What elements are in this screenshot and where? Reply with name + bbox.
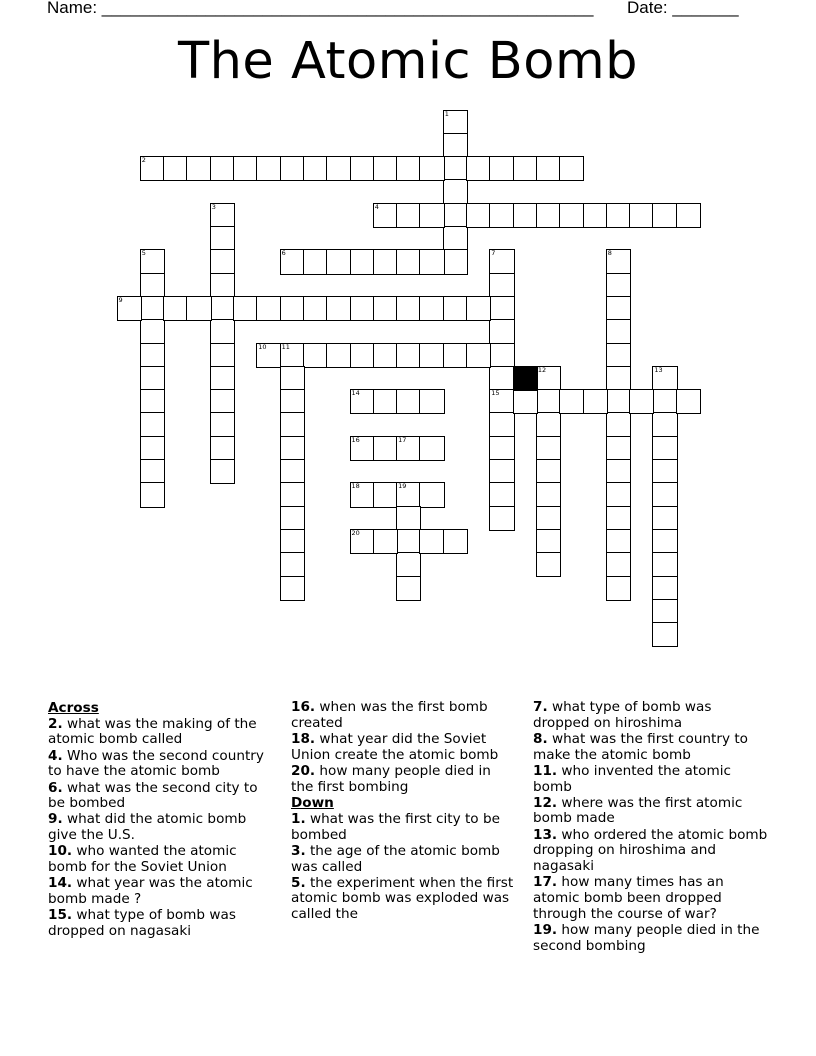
crossword-cell[interactable] xyxy=(281,250,304,273)
crossword-cell[interactable] xyxy=(607,250,630,273)
crossword-cell[interactable] xyxy=(281,483,304,506)
crossword-cell[interactable] xyxy=(397,530,420,553)
name-field[interactable]: Name: ____________________________________________________ xyxy=(47,0,594,17)
crossword-cell[interactable] xyxy=(444,227,467,250)
clue-item-text: Who was the second country to have the atomic bomb xyxy=(48,747,264,780)
crossword-cell[interactable] xyxy=(537,530,560,553)
crossword-cell[interactable] xyxy=(211,250,234,273)
crossword-cell[interactable] xyxy=(420,204,443,227)
clue-item-text: how many people died in the second bombing xyxy=(533,921,760,954)
clue-item-number: 3. xyxy=(291,842,306,859)
crossword-cell[interactable] xyxy=(164,157,187,180)
crossword-cell[interactable] xyxy=(607,577,630,600)
crossword-cell[interactable] xyxy=(607,507,630,530)
clue-item-text: what was the second city to be bombed xyxy=(48,779,258,812)
crossword-cell[interactable] xyxy=(281,390,304,413)
crossword-cell[interactable] xyxy=(211,227,234,250)
crossword-cell[interactable] xyxy=(374,437,397,460)
across-heading: Across xyxy=(48,700,99,716)
crossword-cell[interactable] xyxy=(653,507,676,530)
crossword-cell[interactable] xyxy=(444,134,467,157)
crossword-cell[interactable] xyxy=(490,460,513,483)
crossword-cell[interactable] xyxy=(653,577,676,600)
crossword-cell[interactable] xyxy=(351,344,374,367)
crossword-cell[interactable] xyxy=(607,530,630,553)
clue-item xyxy=(533,732,768,763)
crossword-cell[interactable] xyxy=(397,553,420,576)
crossword-cell[interactable] xyxy=(327,157,350,180)
down-clue-list-continued xyxy=(533,700,768,954)
crossword-cell[interactable] xyxy=(374,344,397,367)
crossword-cell[interactable] xyxy=(537,437,560,460)
clue-number: 3 xyxy=(211,202,216,211)
crossword-cell[interactable] xyxy=(211,297,234,320)
crossword-cell[interactable] xyxy=(653,413,676,436)
clue-item-text: what did the atomic bomb give the U.S. xyxy=(48,811,247,844)
clue-number: 19 xyxy=(398,482,407,491)
clue-item-text: where was the first atomic bomb made xyxy=(533,794,743,827)
crossword-cell[interactable] xyxy=(397,507,420,530)
crossword-cell[interactable] xyxy=(141,367,164,390)
crossword-cell[interactable] xyxy=(141,250,164,273)
crossword-cell[interactable] xyxy=(281,297,304,320)
crossword-cell[interactable] xyxy=(490,250,513,273)
crossword-cell[interactable] xyxy=(211,320,234,343)
crossword-cell[interactable] xyxy=(420,297,443,320)
crossword-cell[interactable] xyxy=(351,437,374,460)
crossword-cell[interactable] xyxy=(211,437,234,460)
clue-item xyxy=(291,812,516,843)
clue-item-number: 17. xyxy=(533,874,558,891)
clue-item xyxy=(533,923,768,954)
clue-item xyxy=(48,908,273,939)
clue-item-number: 20. xyxy=(291,762,316,779)
crossword-cell[interactable] xyxy=(141,320,164,343)
clue-item-number: 13. xyxy=(533,826,558,843)
crossword-cell[interactable] xyxy=(490,344,513,367)
crossword-cell[interactable] xyxy=(560,157,583,180)
crossword-cell[interactable] xyxy=(514,157,537,180)
crossword-cell[interactable] xyxy=(420,390,443,413)
crossword-cell[interactable] xyxy=(281,157,304,180)
crossword-cell[interactable] xyxy=(281,530,304,553)
crossword-cell[interactable] xyxy=(397,344,420,367)
crossword-cell[interactable] xyxy=(630,390,653,413)
crossword-cell[interactable] xyxy=(281,437,304,460)
clue-item-text: how many people died in the first bombing xyxy=(291,762,491,795)
crossword-cell[interactable] xyxy=(281,344,304,367)
clue-item xyxy=(291,764,516,795)
clue-item-number: 18. xyxy=(291,730,316,747)
crossword-cell[interactable] xyxy=(211,367,234,390)
clue-item-number: 16. xyxy=(291,699,316,715)
clue-item xyxy=(48,717,273,748)
clues-column-2 xyxy=(291,700,516,923)
clue-number: 9 xyxy=(118,295,123,304)
crossword-cell[interactable] xyxy=(537,507,560,530)
clue-item-number: 12. xyxy=(533,794,558,811)
clue-item-number: 19. xyxy=(533,921,558,938)
crossword-cell[interactable] xyxy=(490,483,513,506)
crossword-cell[interactable] xyxy=(304,344,327,367)
crossword-cell[interactable] xyxy=(677,390,700,413)
crossword-cell[interactable] xyxy=(653,553,676,576)
clue-number: 20 xyxy=(351,528,360,537)
clue-item-text: how many times has an atomic bomb been dropped through the course of war? xyxy=(533,874,724,922)
crossword-cell[interactable] xyxy=(653,390,676,413)
crossword-cell[interactable] xyxy=(351,297,374,320)
clue-item-text: what was the first country to make the atomic bomb xyxy=(533,730,748,763)
clue-item xyxy=(533,828,768,875)
clue-item xyxy=(48,781,273,812)
crossword-cell[interactable] xyxy=(118,297,141,320)
crossword-cell[interactable] xyxy=(467,204,490,227)
crossword-cell[interactable] xyxy=(607,367,630,390)
crossword-cell[interactable] xyxy=(187,297,210,320)
crossword-cell[interactable] xyxy=(537,367,560,390)
crossword-cell[interactable] xyxy=(653,483,676,506)
crossword-cell[interactable] xyxy=(653,204,676,227)
crossword-cell[interactable] xyxy=(141,437,164,460)
crossword-cell[interactable] xyxy=(281,553,304,576)
page-title: The Atomic Bomb xyxy=(177,32,639,91)
clue-item-number: 8. xyxy=(533,730,548,747)
clue-number: 4 xyxy=(374,202,379,211)
crossword-cell[interactable] xyxy=(490,437,513,460)
crossword-cell[interactable] xyxy=(211,274,234,297)
crossword-cell[interactable] xyxy=(281,577,304,600)
clue-item xyxy=(291,700,516,731)
crossword-cell[interactable] xyxy=(607,204,630,227)
crossword-cell[interactable] xyxy=(141,483,164,506)
clue-item-text: what year did the Soviet Union create the atomic bomb xyxy=(291,730,499,763)
clue-number: 14 xyxy=(351,389,360,398)
crossword-cell[interactable] xyxy=(490,297,513,320)
crossword-cell[interactable] xyxy=(584,204,607,227)
clue-item-text: who invented the atomic bomb xyxy=(533,762,731,795)
clue-item-number: 1. xyxy=(291,810,306,827)
clue-item xyxy=(291,844,516,875)
crossword-cell[interactable] xyxy=(374,157,397,180)
crossword-cell[interactable] xyxy=(653,460,676,483)
crossword-cell[interactable] xyxy=(141,460,164,483)
crossword-cell[interactable] xyxy=(327,344,350,367)
crossword-cell[interactable] xyxy=(374,297,397,320)
clue-number: 8 xyxy=(607,249,612,258)
clue-item xyxy=(533,764,768,795)
crossword-cell[interactable] xyxy=(281,460,304,483)
crossword-cell[interactable] xyxy=(257,344,280,367)
crossword-cell[interactable] xyxy=(304,250,327,273)
crossword-cell[interactable] xyxy=(467,297,490,320)
clue-item-text: what was the first city to be bombed xyxy=(291,810,500,843)
crossword-cell[interactable] xyxy=(281,507,304,530)
crossword-cell[interactable] xyxy=(607,297,630,320)
clue-item-number: 6. xyxy=(48,779,63,796)
crossword-cell[interactable] xyxy=(607,553,630,576)
crossword-cell[interactable] xyxy=(211,390,234,413)
crossword-cell[interactable] xyxy=(630,204,653,227)
crossword-cell[interactable] xyxy=(374,204,397,227)
clue-number: 7 xyxy=(491,249,496,258)
crossword-cell[interactable] xyxy=(607,413,630,436)
crossword-cell[interactable] xyxy=(187,157,210,180)
crossword-cell[interactable] xyxy=(490,204,513,227)
crossword-cell[interactable] xyxy=(537,483,560,506)
crossword-cell[interactable] xyxy=(351,530,374,553)
crossword-cell[interactable] xyxy=(211,344,234,367)
crossword-cell[interactable] xyxy=(257,297,280,320)
clue-item xyxy=(48,876,273,907)
crossword-cell[interactable] xyxy=(374,530,397,553)
clue-number: 17 xyxy=(398,435,407,444)
crossword-cell[interactable] xyxy=(490,507,513,530)
crossword-cell[interactable] xyxy=(397,390,420,413)
crossword-cell[interactable] xyxy=(420,437,443,460)
crossword-cell[interactable] xyxy=(397,437,420,460)
crossword-cell[interactable] xyxy=(164,297,187,320)
crossword-cell[interactable] xyxy=(560,390,583,413)
crossword-cell[interactable] xyxy=(653,437,676,460)
crossword-cell[interactable] xyxy=(607,344,630,367)
clue-item-text: what year was the atomic bomb made ? xyxy=(48,875,253,907)
crossword-cell[interactable] xyxy=(374,390,397,413)
crossword-cell[interactable] xyxy=(420,344,443,367)
crossword-black-cell xyxy=(514,367,537,390)
crossword-cell[interactable] xyxy=(141,413,164,436)
crossword-cell[interactable] xyxy=(653,367,676,390)
crossword-cell[interactable] xyxy=(444,157,467,180)
clue-item-number: 5. xyxy=(291,874,306,891)
clue-number: 1 xyxy=(444,109,449,118)
crossword-cell[interactable] xyxy=(397,577,420,600)
clue-item-text: who ordered the atomic bomb dropping on hiroshima and nagasaki xyxy=(533,826,768,875)
crossword-cell[interactable] xyxy=(397,157,420,180)
crossword-cell[interactable] xyxy=(211,413,234,436)
clue-item-number: 11. xyxy=(533,762,558,779)
crossword-cell[interactable] xyxy=(444,111,467,134)
clues-column-3 xyxy=(533,700,768,955)
crossword-cell[interactable] xyxy=(653,623,676,646)
clue-item-text: what type of bomb was dropped on nagasaki xyxy=(48,907,236,939)
crossword-cell[interactable] xyxy=(653,600,676,623)
date-field[interactable]: Date: _______ xyxy=(627,0,739,17)
crossword-cell[interactable] xyxy=(327,250,350,273)
clue-item-number: 9. xyxy=(48,811,63,828)
crossword-cell[interactable] xyxy=(420,250,443,273)
across-clue-list-continued xyxy=(291,700,516,795)
crossword-cell[interactable] xyxy=(607,320,630,343)
crossword-cell[interactable] xyxy=(490,274,513,297)
crossword-cell[interactable] xyxy=(584,390,607,413)
clue-number: 13 xyxy=(654,365,663,374)
clue-item-number: 2. xyxy=(48,715,63,732)
crossword-cell[interactable] xyxy=(211,204,234,227)
crossword-cell[interactable] xyxy=(537,204,560,227)
down-heading: Down xyxy=(291,795,334,812)
crossword-cell[interactable] xyxy=(281,367,304,390)
clue-item-number: 7. xyxy=(533,699,548,715)
crossword-cell[interactable] xyxy=(234,157,257,180)
crossword-cell[interactable] xyxy=(514,204,537,227)
clue-item xyxy=(48,844,273,875)
crossword-cell[interactable] xyxy=(653,530,676,553)
clue-item-number: 15. xyxy=(48,907,73,924)
crossword-cell[interactable] xyxy=(490,157,513,180)
crossword-cell[interactable] xyxy=(304,157,327,180)
clue-item xyxy=(291,876,516,923)
crossword-cell[interactable] xyxy=(677,204,700,227)
clue-item xyxy=(533,700,768,731)
crossword-cell[interactable] xyxy=(141,297,164,320)
crossword-cell[interactable] xyxy=(374,483,397,506)
crossword-cell[interactable] xyxy=(444,530,467,553)
crossword-cell[interactable] xyxy=(444,250,467,273)
crossword-cell[interactable] xyxy=(281,413,304,436)
clue-item-number: 14. xyxy=(48,875,73,892)
across-clue-list xyxy=(48,717,273,940)
clue-number: 11 xyxy=(281,342,290,351)
crossword-cell[interactable] xyxy=(607,460,630,483)
crossword-cell[interactable] xyxy=(211,157,234,180)
crossword-cell[interactable] xyxy=(444,297,467,320)
clue-number: 2 xyxy=(141,156,146,165)
crossword-cell[interactable] xyxy=(537,413,560,436)
crossword-cell[interactable] xyxy=(537,390,560,413)
crossword-cell[interactable] xyxy=(444,344,467,367)
clue-number: 15 xyxy=(491,389,500,398)
clue-item-text: what was the making of the atomic bomb called xyxy=(48,715,257,748)
clues-column-1 xyxy=(48,700,273,940)
crossword-cell[interactable] xyxy=(607,274,630,297)
crossword-cell[interactable] xyxy=(374,250,397,273)
crossword-cell[interactable] xyxy=(141,344,164,367)
crossword-cell[interactable] xyxy=(420,530,443,553)
clue-item-text: the experiment when the first atomic bomb was exploded was called the xyxy=(291,874,514,923)
clue-number: 18 xyxy=(351,482,360,491)
crossword-cell[interactable] xyxy=(327,297,350,320)
clue-item-text: the age of the atomic bomb was called xyxy=(291,842,500,875)
crossword-cell[interactable] xyxy=(397,250,420,273)
crossword-cell[interactable] xyxy=(607,390,630,413)
crossword-cell[interactable] xyxy=(351,250,374,273)
crossword-cell[interactable] xyxy=(607,437,630,460)
crossword-cell[interactable] xyxy=(234,297,257,320)
clue-item xyxy=(533,875,768,922)
crossword-cell[interactable] xyxy=(490,320,513,343)
crossword-cell[interactable] xyxy=(397,204,420,227)
crossword-cell[interactable] xyxy=(351,157,374,180)
clue-item xyxy=(48,812,273,843)
clue-number: 12 xyxy=(537,365,547,374)
crossword-cell[interactable] xyxy=(607,483,630,506)
crossword-cell[interactable] xyxy=(257,157,280,180)
crossword-cell[interactable] xyxy=(351,483,374,506)
crossword-cell[interactable] xyxy=(537,460,560,483)
crossword-cell[interactable] xyxy=(514,390,537,413)
clue-item-text: when was the first bomb created xyxy=(291,699,488,731)
crossword-cell[interactable] xyxy=(490,413,513,436)
clue-item-number: 10. xyxy=(48,843,73,860)
clue-item-text: what type of bomb was dropped on hiroshima xyxy=(533,699,712,731)
crossword-cell[interactable] xyxy=(467,157,490,180)
clue-item xyxy=(533,796,768,827)
crossword-cell[interactable] xyxy=(537,553,560,576)
crossword-cell[interactable] xyxy=(444,204,467,227)
crossword-cell[interactable] xyxy=(141,274,164,297)
crossword-cell[interactable] xyxy=(397,297,420,320)
crossword-cell[interactable] xyxy=(537,157,560,180)
clue-item xyxy=(291,732,516,763)
crossword-cell[interactable] xyxy=(490,390,513,413)
down-clue-list xyxy=(291,812,516,923)
crossword-cell[interactable] xyxy=(351,390,374,413)
crossword-cell[interactable] xyxy=(490,367,513,390)
crossword-cell[interactable] xyxy=(420,483,443,506)
clue-number: 10 xyxy=(258,342,267,351)
crossword-cell[interactable] xyxy=(397,483,420,506)
crossword-cell[interactable] xyxy=(560,204,583,227)
clue-item xyxy=(48,749,273,780)
crossword-cell[interactable] xyxy=(444,180,467,203)
crossword-cell[interactable] xyxy=(467,344,490,367)
crossword-cell[interactable] xyxy=(211,460,234,483)
crossword-cell[interactable] xyxy=(304,297,327,320)
clue-item-text: who wanted the atomic bomb for the Soviet Union xyxy=(48,843,237,876)
crossword-cell[interactable] xyxy=(420,157,443,180)
clue-number: 5 xyxy=(141,249,146,258)
clue-item-number: 4. xyxy=(48,747,63,764)
crossword-cell[interactable] xyxy=(141,157,164,180)
clue-number: 16 xyxy=(351,435,360,444)
crossword-cell[interactable] xyxy=(141,390,164,413)
clue-number: 6 xyxy=(281,249,286,258)
